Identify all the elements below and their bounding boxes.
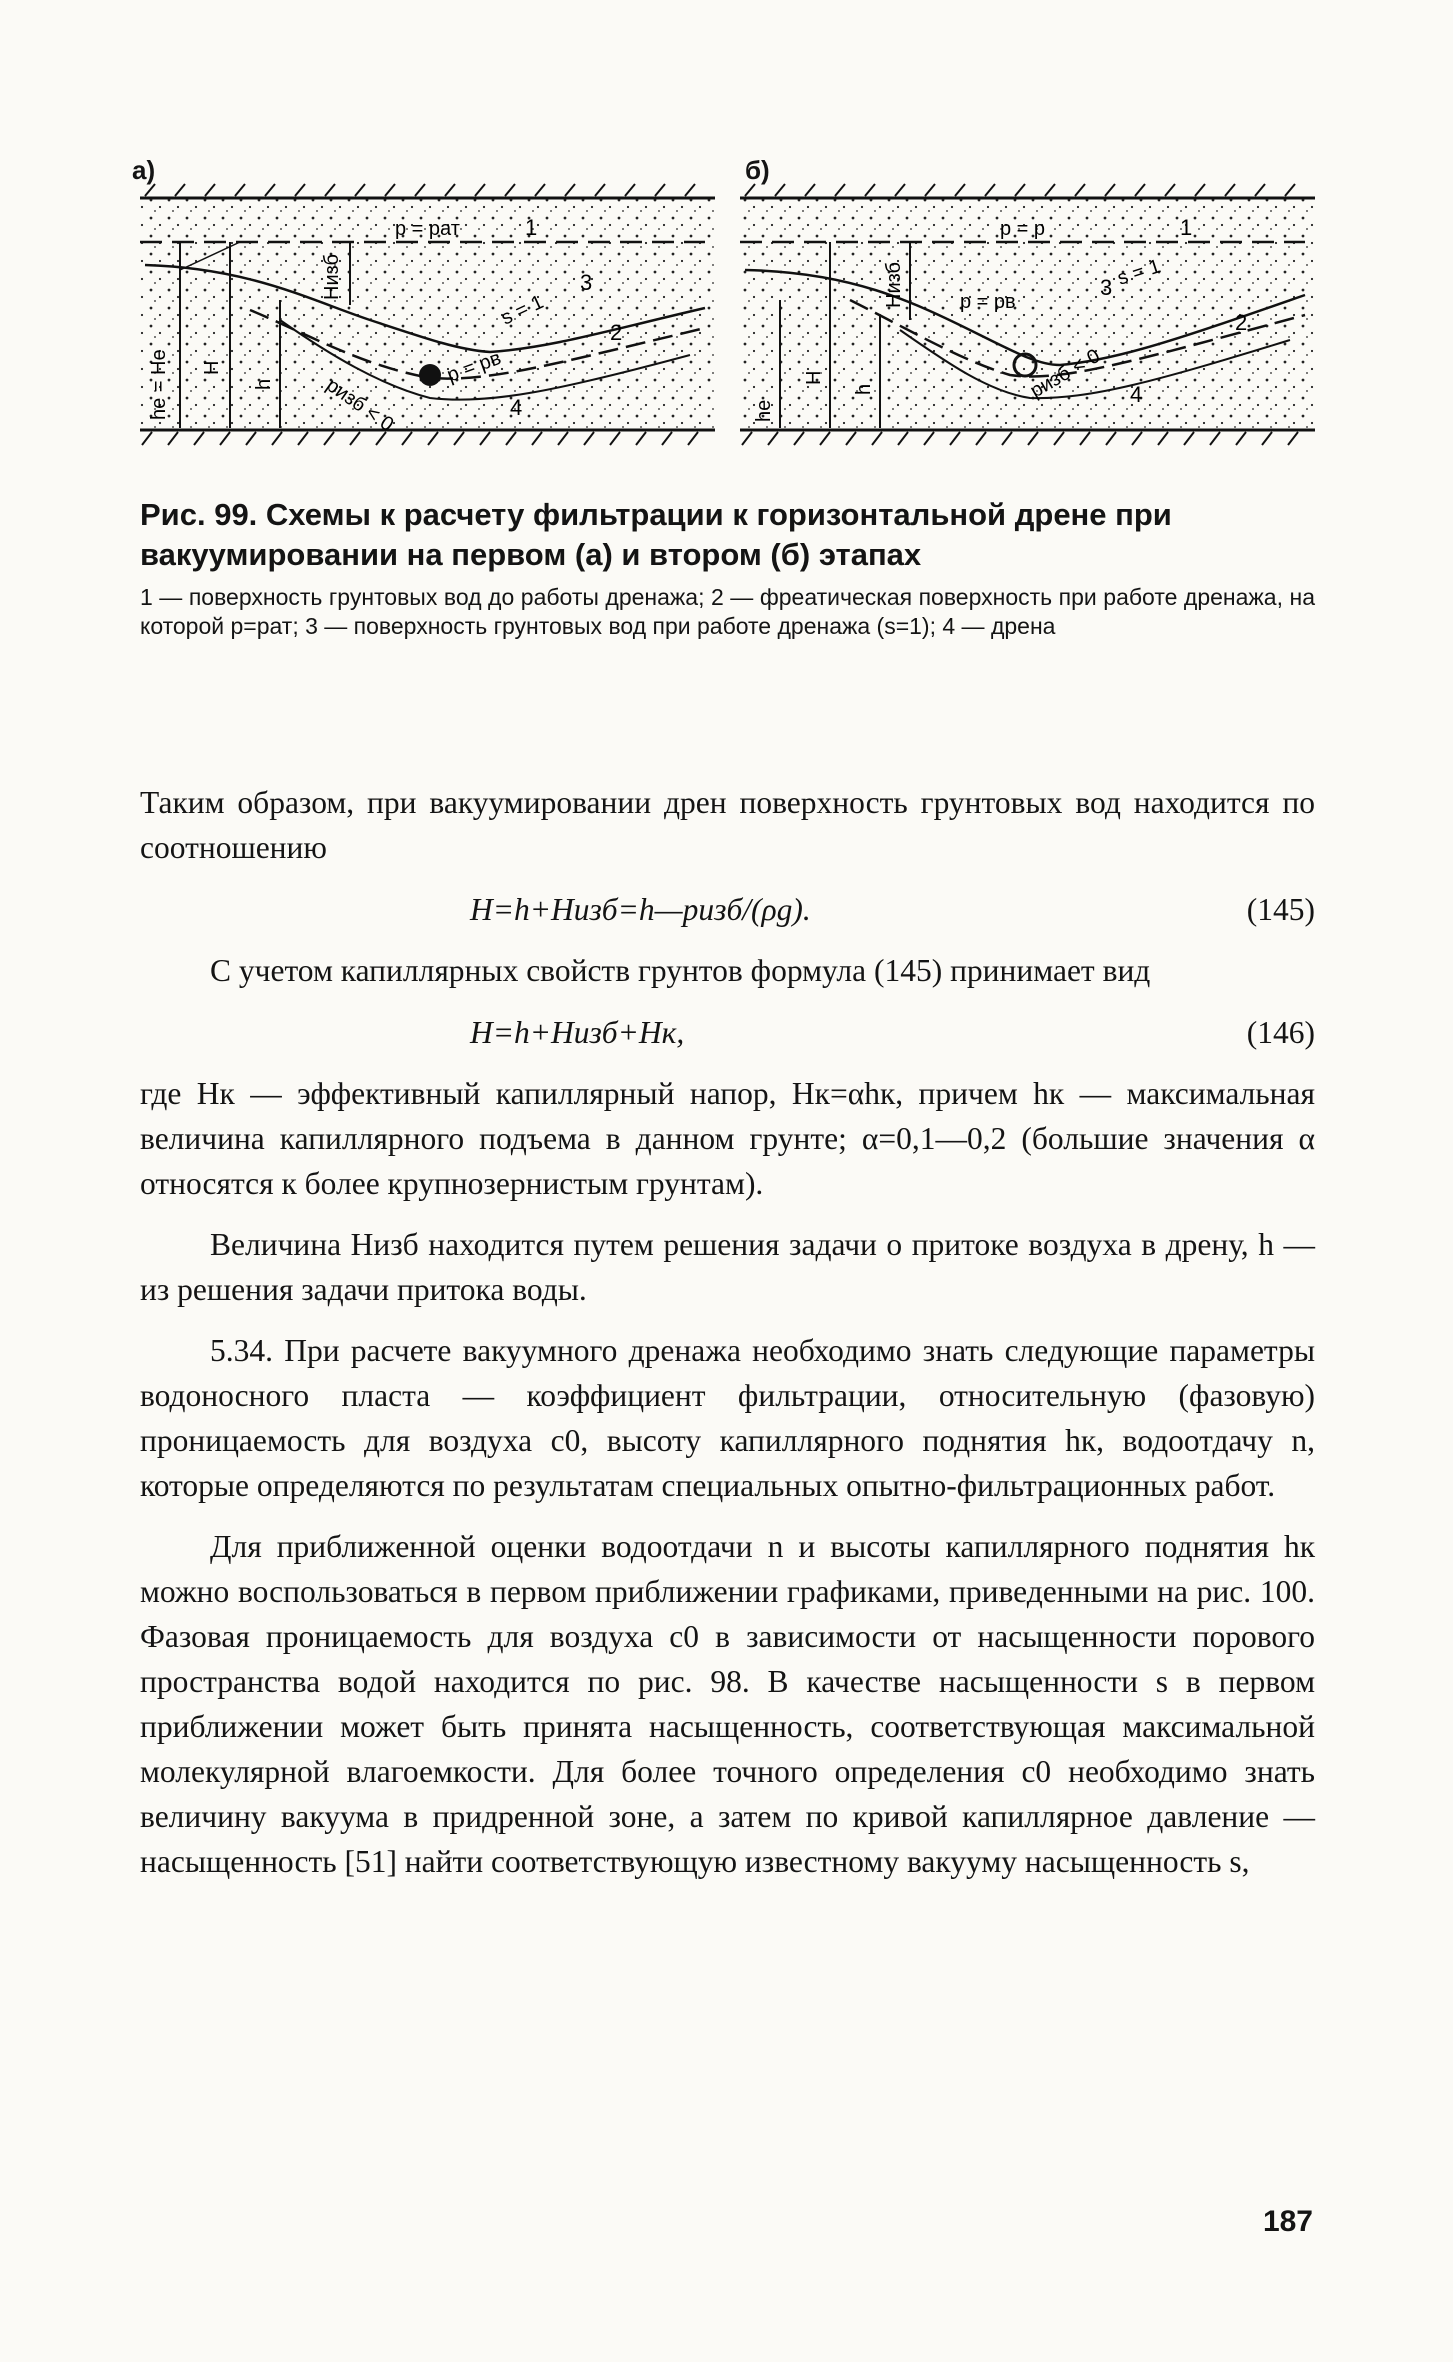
formula-145-number: (145): [1246, 891, 1315, 927]
label-4-b: 4: [1130, 382, 1143, 407]
label-2-b: 2: [1235, 310, 1248, 335]
label-H: H: [201, 360, 223, 375]
label-h: h: [253, 378, 275, 390]
ground-hatch: [745, 184, 1295, 196]
label-he-eq-Hv: he = He: [148, 349, 170, 420]
label-Hizb-b: Hизб: [883, 261, 905, 308]
label-3: 3: [580, 270, 593, 295]
label-2: 2: [610, 320, 623, 345]
paragraph-2: С учетом капиллярных свойств грунтов формула (145) принимает вид: [210, 953, 1151, 988]
label-s-eq-1-b: s = 1: [1114, 255, 1164, 290]
drain-pipe: [419, 364, 441, 386]
base-hatch: [742, 432, 1298, 445]
caption-legend: 1 — поверхность грунтовых вод до работы дренажа; 2 — фреатическая поверхность при работе дренажа, на которой p=pат; 3 — поверхность грунтовых вод при работе дренажа (s=1); 4 — дрена: [140, 584, 1315, 639]
base-hatch: [142, 432, 698, 445]
paragraph-6: Для приближенной оценки водоотдачи n и высоты капиллярного поднятия hк можно воспользоваться в первом приближении графиками, приведенными на рис. 100. Фазовая проницаемость для воздуха c0 в зависимости от насыщенности порового пространства водой находится по рис. 98. В качестве насыщенности s в первом приближении может быть принята насыщенность, соответствующая максимальной молекулярной влагоемкости. Для более точного определения c0 необходимо знать величину вакуума в придренной зоне, а затем по кривой капиллярное давление — насыщенность [51] найти соответствующую известному вакууму насыщенность s,: [140, 1529, 1315, 1879]
paragraph-5: 5.34. При расчете вакуумного дренажа необходимо знать следующие параметры водоносного пласта — коэффициент фильтрации, относительную (фазовую) проницаемость для воздуха c0, высоту капиллярного поднятия hк, водоотдачу n, которые определяются по результатам специальных опытно-фильтрационных работ.: [140, 1333, 1315, 1503]
body-text: [140, 780, 1315, 1884]
formula-145: [140, 870, 1315, 948]
caption-title: Рис. 99. Схемы к расчету фильтрации к горизонтальной дрене при вакуумировании на первом (а) и втором (б) этапах: [140, 497, 1172, 572]
formula-146: [140, 993, 1315, 1071]
panel-b-label: б): [745, 155, 770, 185]
label-he-b: he: [753, 399, 775, 422]
label-Hizb: Hизб: [321, 253, 343, 300]
figure-caption: [140, 495, 1315, 641]
drainage-diagram: [130, 160, 1315, 460]
label-1-b: 1: [1180, 215, 1193, 240]
panel-a-label: а): [132, 155, 156, 185]
label-1: 1: [525, 215, 538, 240]
paragraph-1: Таким образом, при вакуумировании дрен поверхность грунтовых вод находится по соотношению: [140, 785, 1315, 865]
paragraph-4: Величина Hизб находится путем решения задачи о притоке воздуха в дрену, h — из решения задачи притока воды.: [140, 1227, 1315, 1307]
page-number: 187: [1262, 2205, 1313, 2238]
ground-hatch: [145, 184, 695, 196]
label-p-eq-p: p = p: [1000, 218, 1046, 240]
formula-146-expression: H=h+Hизб+Hк,: [470, 1014, 685, 1050]
label-pizb-lt0-b: pизб < 0: [1026, 344, 1104, 403]
paragraph-3: где Hк — эффективный капиллярный напор, Hк=αhк, причем hк — максимальная величина капиллярного подъема в данном грунте; α=0,1—0,2 (большие значения α относятся к более крупнозернистым грунтам).: [140, 1076, 1315, 1201]
formula-145-expression: H=h+Hизб=h—pизб/(ρg).: [470, 891, 811, 927]
label-3-b: 3: [1100, 275, 1113, 300]
figure-99: [130, 155, 1315, 460]
label-p-eq-pv: p = pв: [444, 346, 505, 387]
label-p-eq-pv-b: p = pв: [960, 291, 1016, 313]
panel-a: [140, 184, 715, 445]
panel-b: [740, 184, 1315, 445]
label-p-eq-pat: p = pат: [395, 218, 460, 240]
label-H-b: H: [803, 370, 825, 385]
formula-146-number: (146): [1246, 1014, 1315, 1050]
label-pizb-lt0: pизб < 0: [322, 374, 398, 437]
label-s-eq-1: s = 1: [497, 291, 547, 330]
label-h-b: h: [853, 383, 875, 395]
label-4: 4: [510, 395, 523, 420]
